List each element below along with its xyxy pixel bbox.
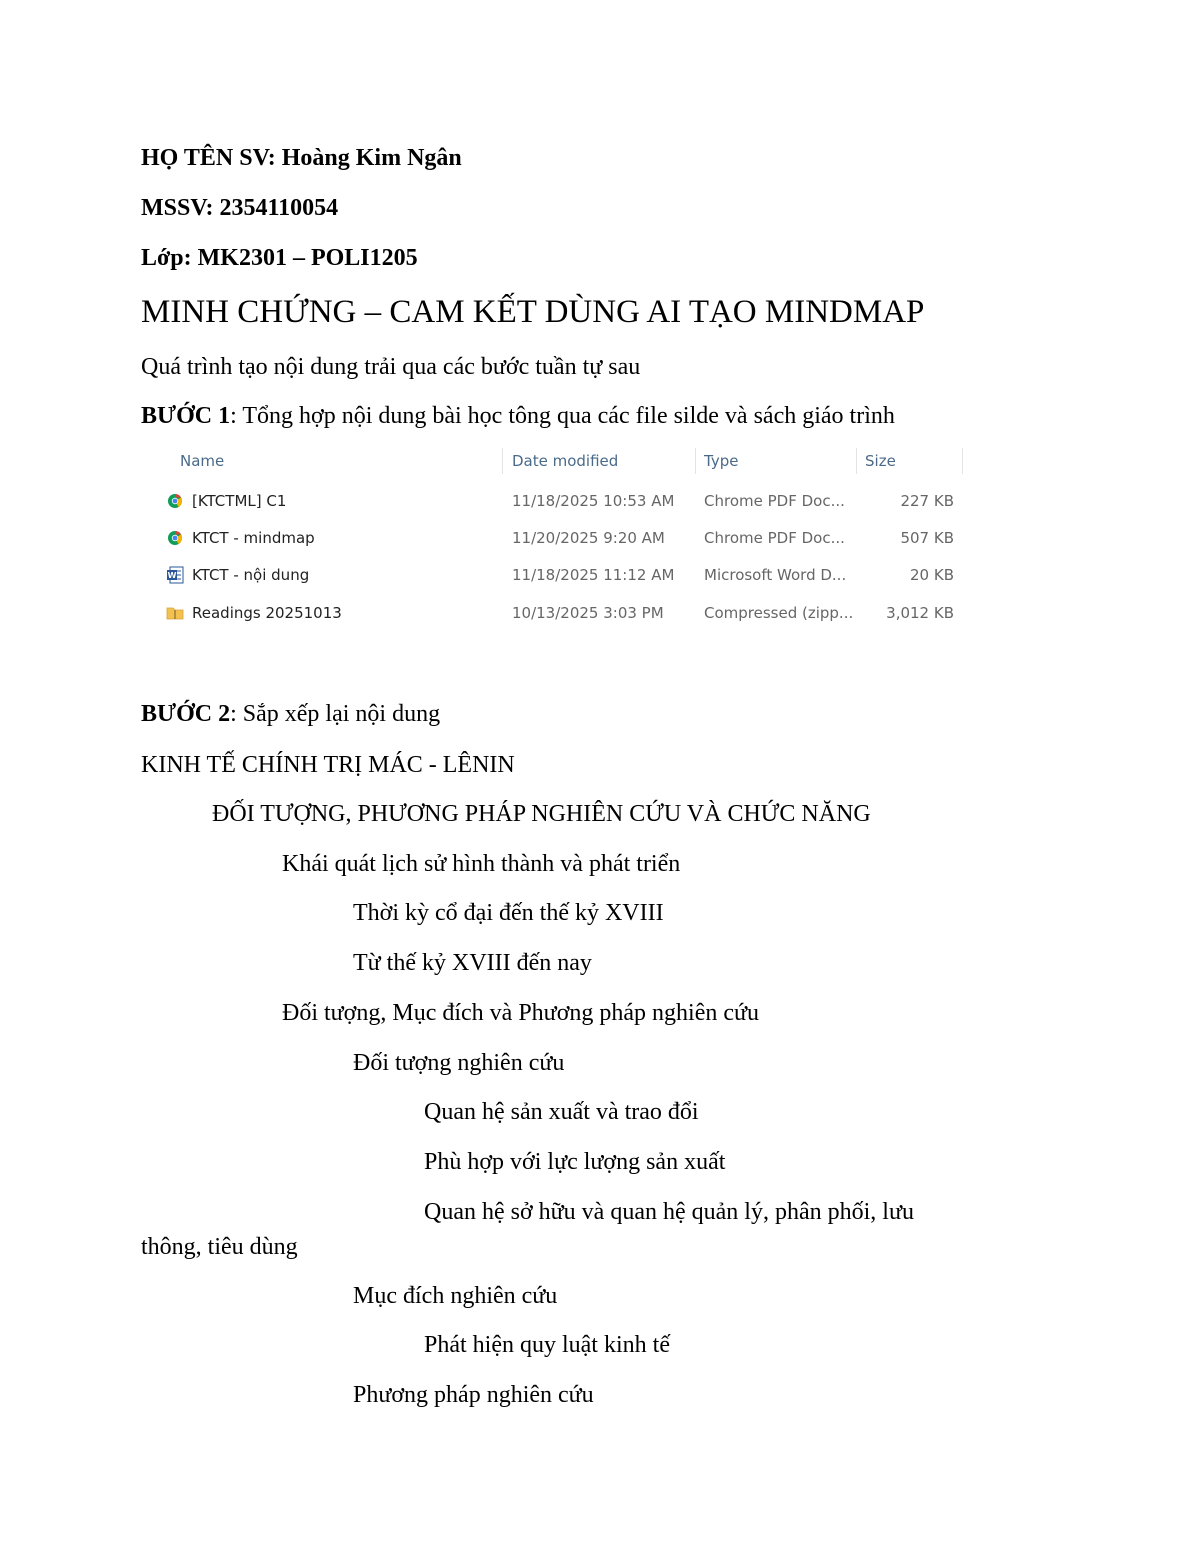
file-name: KTCT - nội dung (192, 566, 310, 584)
file-size: 20 KB (910, 566, 954, 584)
step1-text: : Tổng hợp nội dung bài học tông qua các file silde và sách giáo trình (230, 403, 895, 429)
step1-label: BƯỚC 1 (141, 403, 231, 429)
outline-purpose: Mục đích nghiên cứu (353, 1283, 558, 1309)
file-size: 507 KB (900, 529, 954, 547)
file-date: 11/20/2025 9:20 AM (512, 529, 665, 547)
file-type: Microsoft Word D... (704, 566, 847, 584)
column-date[interactable]: Date modified (512, 452, 619, 470)
file-type: Chrome PDF Doc... (704, 492, 845, 510)
student-class: Lớp: MK2301 – POLI1205 (141, 245, 418, 271)
step2-text: : Sắp xếp lại nội dung (230, 701, 441, 727)
explorer-header (162, 444, 968, 478)
step1-line (141, 401, 895, 431)
file-date: 10/13/2025 3:03 PM (512, 604, 664, 622)
file-type: Chrome PDF Doc... (704, 529, 845, 547)
svg-text:W: W (167, 571, 177, 580)
outline-root: KINH TẾ CHÍNH TRỊ MÁC - LÊNIN (141, 752, 515, 778)
file-type: Compressed (zipp... (704, 604, 854, 622)
file-size: 227 KB (900, 492, 954, 510)
outline-object-3b: thông, tiêu dùng (141, 1234, 298, 1260)
outline-section: ĐỐI TƯỢNG, PHƯƠNG PHÁP NGHIÊN CỨU VÀ CHỨC NĂNG (212, 801, 871, 827)
word-doc-icon (166, 566, 184, 584)
step2-line (141, 699, 440, 729)
outline-object-2: Phù hợp với lực lượng sản xuất (424, 1149, 726, 1175)
chrome-pdf-icon (166, 492, 184, 510)
file-name: [KTCTML] C1 (192, 492, 287, 510)
student-id: MSSV: 2354110054 (141, 195, 339, 221)
page-title: MINH CHỨNG – CAM KẾT DÙNG AI TẠO MINDMAP (141, 294, 925, 330)
outline-history-2: Từ thế kỷ XVIII đến nay (353, 950, 592, 976)
outline-purpose-1: Phát hiện quy luật kinh tế (424, 1332, 670, 1358)
file-row[interactable] (162, 598, 968, 630)
student-name: HỌ TÊN SV: Hoàng Kim Ngân (141, 145, 462, 171)
outline-history-1: Thời kỳ cổ đại đến thế kỷ XVIII (353, 900, 664, 926)
file-row[interactable] (162, 486, 968, 518)
outline-method: Phương pháp nghiên cứu (353, 1382, 594, 1408)
outline-object-3a: Quan hệ sở hữu và quan hệ quản lý, phân phối, lưu (424, 1199, 914, 1225)
step2-label: BƯỚC 2 (141, 701, 231, 727)
column-type[interactable]: Type (704, 452, 739, 470)
file-explorer-list (162, 444, 968, 634)
file-name: Readings 20251013 (192, 604, 342, 622)
file-size: 3,012 KB (886, 604, 954, 622)
file-date: 11/18/2025 10:53 AM (512, 492, 675, 510)
intro-text: Quá trình tạo nội dung trải qua các bước tuần tự sau (141, 354, 641, 380)
outline-object: Đối tượng nghiên cứu (353, 1050, 565, 1076)
chrome-pdf-icon (166, 529, 184, 547)
zip-folder-icon (166, 604, 184, 622)
outline-history: Khái quát lịch sử hình thành và phát triển (282, 851, 681, 877)
file-row[interactable] (162, 560, 968, 592)
column-name[interactable]: Name (180, 452, 225, 470)
file-row[interactable] (162, 523, 968, 555)
outline-object-purpose: Đối tượng, Mục đích và Phương pháp nghiên cứu (282, 1000, 760, 1026)
file-date: 11/18/2025 11:12 AM (512, 566, 675, 584)
file-name: KTCT - mindmap (192, 529, 315, 547)
outline-object-1: Quan hệ sản xuất và trao đổi (424, 1099, 699, 1125)
column-size[interactable]: Size (865, 452, 896, 470)
